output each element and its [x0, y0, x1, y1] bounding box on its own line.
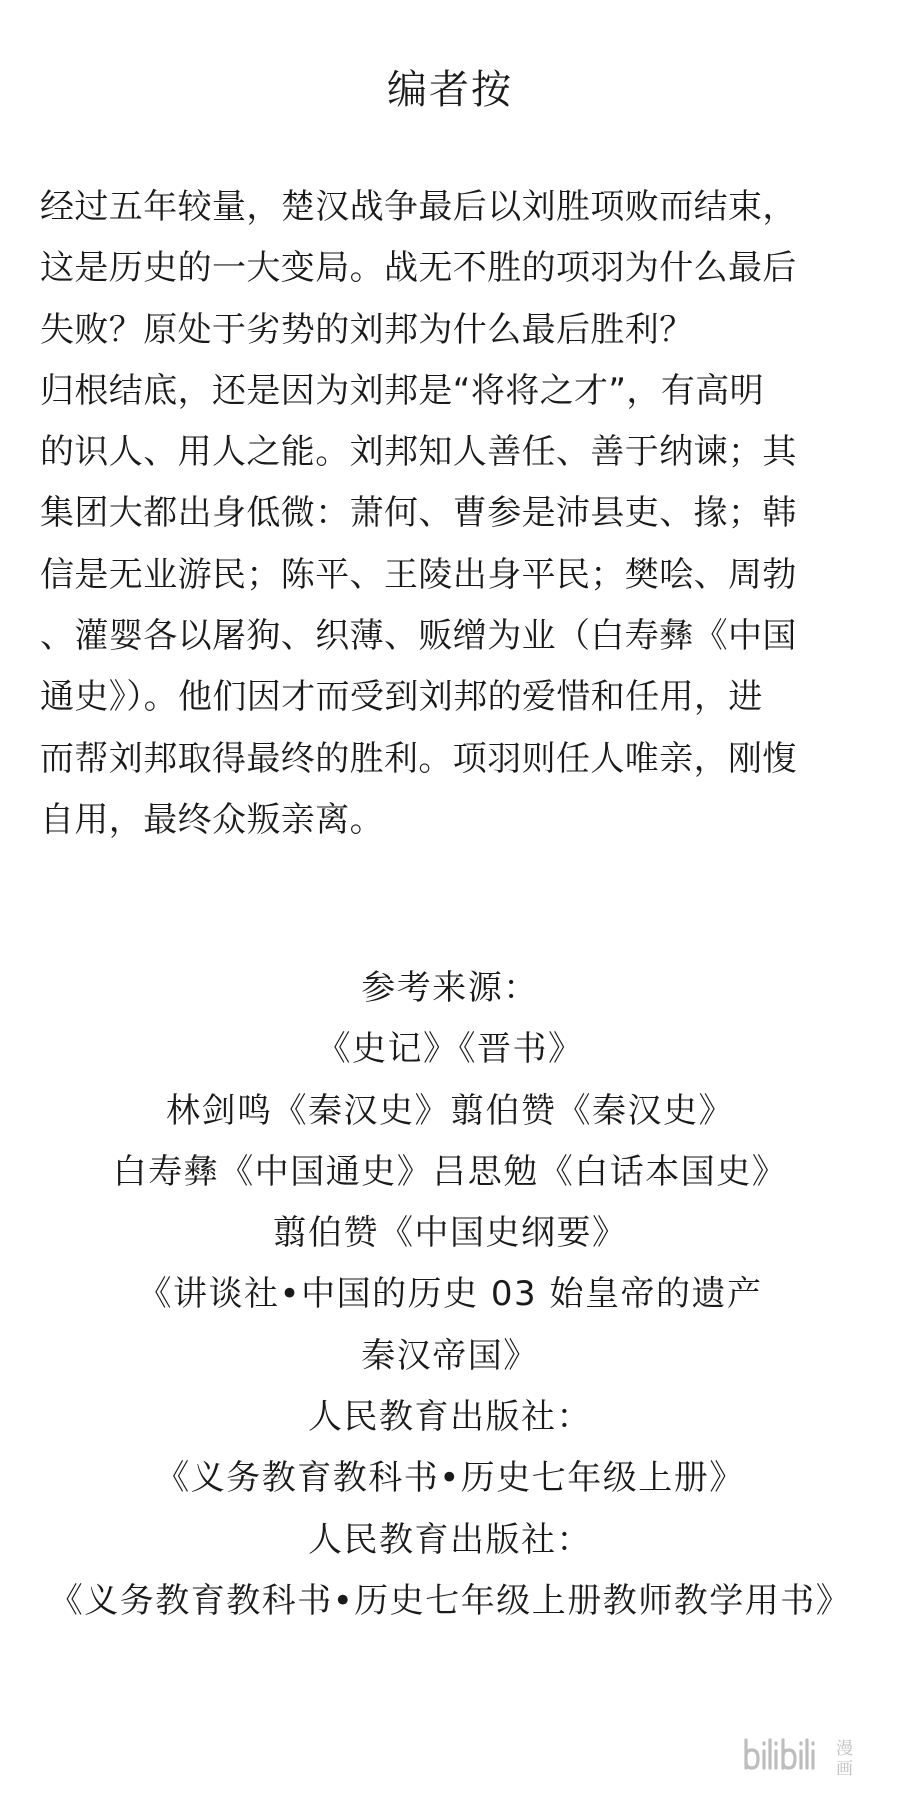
reference-item: 《讲谈社•中国的历史 03 始皇帝的遗产	[137, 1274, 763, 1315]
body-line: 而帮刘邦取得最终的胜利。项羽则任人唯亲，刚愎	[40, 738, 797, 779]
reference-item: 翦伯赞《中国史纲要》	[272, 1213, 628, 1254]
svg-text:漫: 漫	[836, 1739, 853, 1759]
body-line: 自用，最终众叛亲离。	[40, 799, 384, 840]
body-line: 这是历史的一大变局。战无不胜的项羽为什么最后	[40, 248, 797, 289]
body-line: 的识人、用人之能。刘邦知人善任、善于纳谏；其	[40, 432, 797, 473]
editor-note-body	[40, 177, 860, 851]
reference-item: 《史记》《晋书》	[316, 1029, 584, 1070]
svg-text:画: 画	[836, 1759, 853, 1778]
body-line: 集团大都出身低微：萧何、曹参是沛县吏、掾；韩	[40, 493, 797, 534]
body-line: 失败？原处于劣势的刘邦为什么最后胜利？	[40, 309, 694, 350]
reference-item: 人民教育出版社：	[308, 1519, 592, 1560]
references-heading: 参考来源：	[361, 968, 539, 1008]
reference-item: 林剑鸣《秦汉史》翦伯赞《秦汉史》	[166, 1090, 734, 1131]
reference-item: 《义务教育教科书•历史七年级上册》	[155, 1458, 745, 1499]
body-line: 、灌婴各以屠狗、织薄、贩缯为业（白寿彝《中国	[40, 616, 797, 657]
references-section	[0, 958, 900, 1632]
reference-item: 人民教育出版社：	[308, 1397, 592, 1438]
reference-item: 白寿彝《中国通史》吕思勉《白话本国史》	[112, 1151, 788, 1192]
body-line: 通史》）。他们因才而受到刘邦的爱惜和任用，进	[40, 677, 763, 718]
body-line: 信是无业游民；陈平、王陵出身平民；樊哙、周勃	[40, 554, 797, 595]
body-line: 归根结底，还是因为刘邦是“将将之才”，有高明	[40, 370, 765, 411]
bilibili-manga-watermark-logo	[740, 1734, 880, 1778]
page-title: 编者按	[387, 67, 513, 113]
body-line: 经过五年较量，楚汉战争最后以刘胜项败而结束，	[40, 187, 797, 227]
reference-item: 秦汉帝国》	[361, 1335, 539, 1376]
reference-item: 《义务教育教科书•历史七年级上册教师教学用书》	[48, 1580, 852, 1621]
